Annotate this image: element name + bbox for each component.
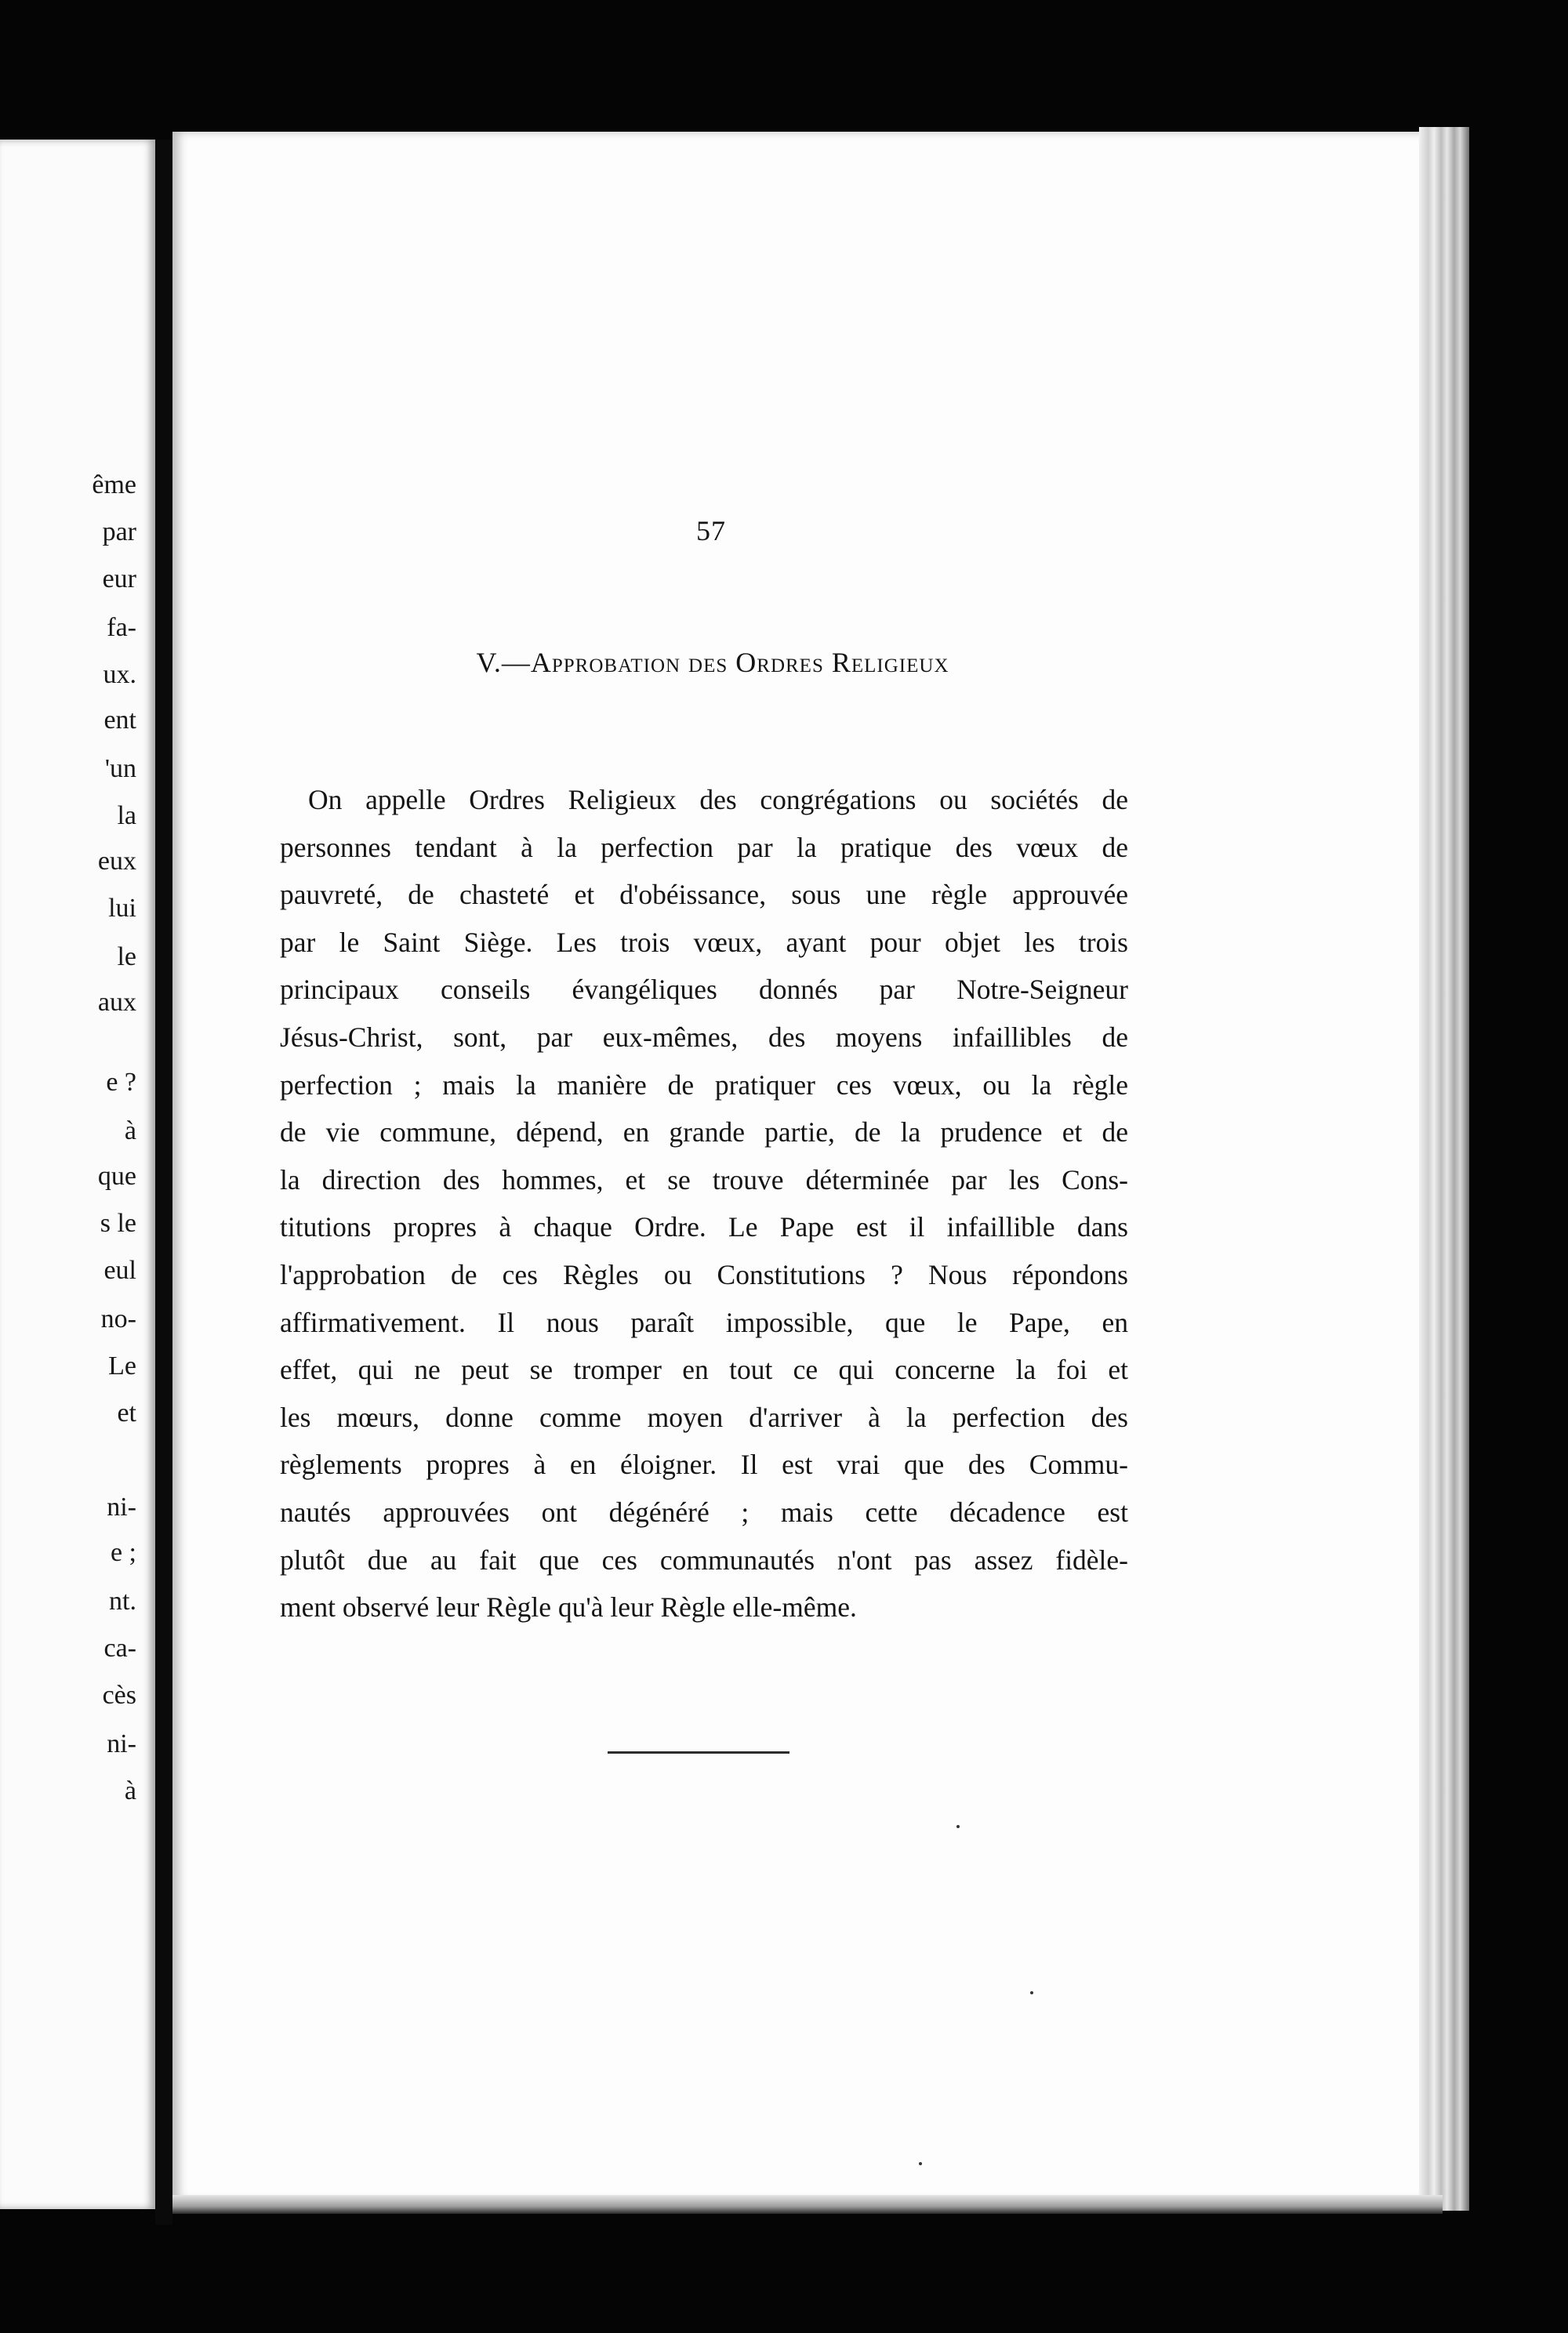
text-line: les mœurs, donne comme moyen d'arriver à la perfection des [280,1401,1128,1433]
text-line: perfection ; mais la manière de pratiquer ces vœux, ou la règle [280,1069,1128,1101]
text-line: plutôt due au fait que ces communautés n'ont pas assez fidèle- [280,1544,1128,1576]
left-line-fragment: e ; [110,1538,136,1567]
text-line: Jésus-Christ, sont, par eux-mêmes, des moyens infaillibles de [280,1021,1128,1053]
text-line: affirmativement. Il nous paraît impossible, que le Pape, en [280,1306,1128,1338]
page-stack-edge [1419,127,1469,2211]
left-line-fragment: aux [97,988,136,1017]
section-heading: V.—Approbation des Ordres Religieux [476,647,949,678]
left-line-fragment: à [124,1776,136,1805]
left-line-fragment: fa- [107,613,136,642]
left-line-fragment: cès [102,1681,136,1710]
book-gutter [155,140,172,2225]
paper-speck [1030,1991,1033,1994]
left-line-fragment: lui [108,894,136,923]
text-line: ment observé leur Règle qu'à leur Règle elle-même. [280,1591,857,1624]
text-line: règlements propres à en éloigner. Il est vrai que des Commu- [280,1449,1128,1481]
text-line: personnes tendant à la perfection par la pratique des vœux de [280,831,1128,863]
left-line-fragment: à [124,1116,136,1145]
page-stack-bottom-edge [172,2195,1443,2214]
left-facing-page [0,140,155,2209]
left-line-fragment: eux [97,847,136,876]
right-page [172,132,1441,2201]
text-line: titutions propres à chaque Ordre. Le Pape est il infaillible dans [280,1211,1128,1243]
text-line: pauvreté, de chasteté et d'obéissance, sous une règle approuvée [280,879,1128,911]
text-line: l'approbation de ces Règles ou Constitutions ? Nous répondons [280,1258,1128,1290]
text-line: effet, qui ne peut se tromper en tout ce qui concerne la foi et [280,1354,1128,1386]
left-line-fragment: ni- [107,1493,136,1522]
text-line: nautés approuvées ont dégénéré ; mais cette décadence est [280,1496,1128,1528]
left-line-fragment: s le [100,1209,136,1238]
paper-speck [919,2162,922,2165]
body-paragraph [280,776,1128,1631]
left-line-fragment: 'un [104,754,136,783]
text-line: On appelle Ordres Religieux des congrégations ou sociétés de [308,784,1128,815]
left-line-fragment: et [117,1399,136,1428]
left-line-fragment: Le [108,1352,136,1381]
left-line-fragment: ni- [107,1729,136,1758]
page-number: 57 [696,515,726,546]
text-line: de vie commune, dépend, en grande partie, de la prudence et de [280,1116,1128,1148]
left-line-fragment: par [102,517,136,546]
left-line-fragment: la [117,801,136,830]
left-line-fragment: eur [102,564,136,593]
left-line-fragment: ent [103,706,136,735]
left-line-fragment: ux. [103,660,136,689]
left-line-fragment: no- [100,1304,136,1333]
left-line-fragment: ca- [103,1634,136,1663]
left-line-fragment: eul [103,1256,136,1285]
left-line-fragment: que [97,1162,136,1191]
text-line: par le Saint Siège. Les trois vœux, ayant pour objet les trois [280,926,1128,958]
left-line-fragment: ême [92,470,136,499]
text-line: principaux conseils évangéliques donnés par Notre-Seigneur [280,974,1128,1006]
text-line: la direction des hommes, et se trouve déterminée par les Cons- [280,1163,1128,1196]
left-line-fragment: nt. [109,1587,136,1616]
left-line-fragment: e ? [106,1068,136,1097]
closing-rule [608,1751,789,1754]
left-line-fragment: le [117,942,136,971]
paper-speck [956,1825,960,1828]
